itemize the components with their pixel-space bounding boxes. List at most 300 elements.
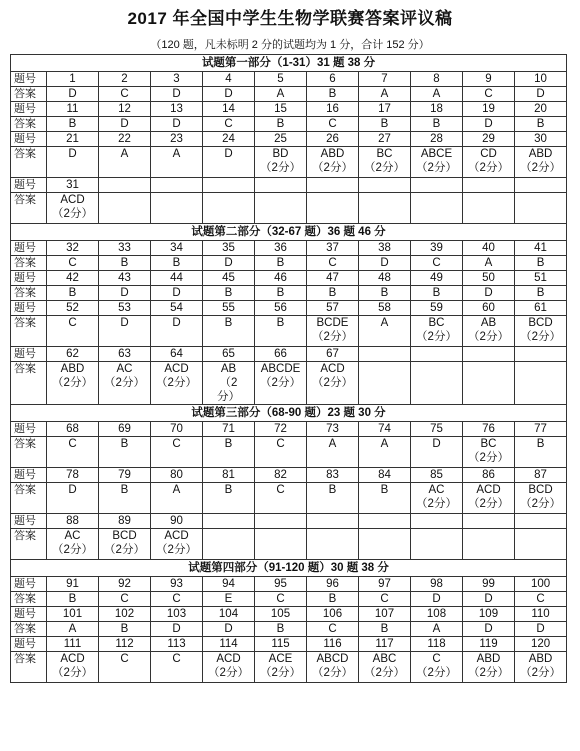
answer-cell <box>99 483 151 514</box>
cell-line: C <box>536 593 545 605</box>
cell-line: （2分） <box>260 667 301 679</box>
cell-line: ABCD <box>316 653 349 665</box>
answer-cell <box>463 117 515 132</box>
row-header: 答案 <box>11 483 47 514</box>
question-number-cell <box>515 347 567 362</box>
question-number-cell: 15 <box>255 102 307 117</box>
answer-cell <box>515 117 567 132</box>
answer-cell <box>203 652 255 683</box>
cell-line: A <box>432 88 441 100</box>
answer-cell <box>255 483 307 514</box>
question-number-cell: 46 <box>255 271 307 286</box>
cell-line: C <box>120 88 129 100</box>
answer-cell <box>411 437 463 468</box>
answer-cell <box>463 286 515 301</box>
question-number-cell: 16 <box>307 102 359 117</box>
answer-cell <box>203 193 255 224</box>
row-header: 题号 <box>11 132 47 147</box>
answer-cell <box>47 362 99 405</box>
question-number-cell: 98 <box>411 577 463 592</box>
answer-cell <box>151 256 203 271</box>
answer-cell <box>99 652 151 683</box>
answer-cell <box>47 286 99 301</box>
row-header: 题号 <box>11 72 47 87</box>
cell-line: ACD <box>60 194 85 206</box>
answer-cell <box>359 362 411 405</box>
answer-row <box>11 256 567 271</box>
cell-line: BCD <box>528 317 553 329</box>
question-number-cell: 57 <box>307 301 359 316</box>
answer-cell <box>411 286 463 301</box>
cell-line: B <box>276 118 285 130</box>
answer-cell <box>307 437 359 468</box>
question-number-cell: 99 <box>463 577 515 592</box>
answer-cell <box>99 529 151 560</box>
cell-line: BC <box>480 438 497 450</box>
answer-row <box>11 529 567 560</box>
answer-cell <box>307 147 359 178</box>
cell-line: B <box>120 623 129 635</box>
answer-cell <box>203 286 255 301</box>
answer-row <box>11 87 567 102</box>
cell-line: ACD <box>476 484 501 496</box>
cell-line: A <box>68 623 77 635</box>
answer-cell <box>151 316 203 347</box>
cell-line: （2 <box>219 377 238 389</box>
answer-row <box>11 622 567 637</box>
question-number-cell <box>307 514 359 529</box>
answer-cell <box>515 592 567 607</box>
question-number-row <box>11 178 567 193</box>
question-number-cell: 31 <box>47 178 99 193</box>
cell-line: C <box>276 593 285 605</box>
question-number-cell: 66 <box>255 347 307 362</box>
question-number-row <box>11 301 567 316</box>
answer-cell <box>411 117 463 132</box>
question-number-cell: 95 <box>255 577 307 592</box>
answer-row <box>11 316 567 347</box>
question-number-cell <box>515 178 567 193</box>
answer-cell <box>203 592 255 607</box>
question-number-cell: 35 <box>203 241 255 256</box>
section-header: 试题第一部分（1-31）31 题 38 分 <box>11 55 567 72</box>
answer-cell <box>99 592 151 607</box>
answer-cell <box>47 437 99 468</box>
cell-line: D <box>224 148 233 160</box>
answer-cell <box>307 652 359 683</box>
cell-line: A <box>432 623 441 635</box>
question-number-cell: 111 <box>47 637 99 652</box>
question-number-cell: 32 <box>47 241 99 256</box>
cell-line: ABD <box>476 653 501 665</box>
question-number-row <box>11 347 567 362</box>
cell-line: D <box>172 118 181 130</box>
question-number-cell: 110 <box>515 607 567 622</box>
answer-cell <box>515 147 567 178</box>
question-number-cell: 36 <box>255 241 307 256</box>
answer-cell <box>47 147 99 178</box>
cell-line: C <box>68 257 77 269</box>
page-subtitle: （120 题，凡未标明 2 分的试题均为 1 分，合计 152 分） <box>150 39 430 51</box>
question-number-cell: 23 <box>151 132 203 147</box>
question-number-row <box>11 637 567 652</box>
answer-cell <box>307 193 359 224</box>
cell-line: B <box>328 593 337 605</box>
answer-cell <box>307 87 359 102</box>
answer-cell <box>463 483 515 514</box>
question-number-cell: 85 <box>411 468 463 483</box>
question-number-cell: 114 <box>203 637 255 652</box>
answer-cell <box>411 87 463 102</box>
question-number-cell: 37 <box>307 241 359 256</box>
cell-line: B <box>380 287 389 299</box>
cell-line: B <box>224 317 233 329</box>
answer-cell <box>411 147 463 178</box>
cell-line: B <box>224 484 233 496</box>
question-number-cell <box>411 514 463 529</box>
cell-line: D <box>536 88 545 100</box>
question-number-cell <box>255 514 307 529</box>
cell-line: （2分） <box>156 377 197 389</box>
answer-cell <box>47 483 99 514</box>
answer-cell <box>151 286 203 301</box>
question-number-cell: 1 <box>47 72 99 87</box>
answer-cell <box>359 147 411 178</box>
cell-line: AC <box>64 530 81 542</box>
question-number-cell: 117 <box>359 637 411 652</box>
question-number-cell: 33 <box>99 241 151 256</box>
cell-line: （2分） <box>416 498 457 510</box>
question-number-cell <box>203 178 255 193</box>
cell-line: （2分） <box>468 162 509 174</box>
question-number-cell: 4 <box>203 72 255 87</box>
section-header: 试题第三部分（68-90 题）23 题 30 分 <box>11 405 567 422</box>
cell-line: D <box>484 118 493 130</box>
question-number-row <box>11 271 567 286</box>
question-number-cell: 81 <box>203 468 255 483</box>
cell-line: B <box>536 118 545 130</box>
answer-cell <box>307 592 359 607</box>
question-number-cell <box>463 178 515 193</box>
question-number-cell: 24 <box>203 132 255 147</box>
answer-cell <box>463 437 515 468</box>
question-number-cell: 97 <box>359 577 411 592</box>
question-number-cell <box>359 347 411 362</box>
question-number-cell: 71 <box>203 422 255 437</box>
question-number-row <box>11 607 567 622</box>
row-header: 答案 <box>11 652 47 683</box>
cell-line: D <box>536 623 545 635</box>
cell-line: C <box>276 438 285 450</box>
answer-cell <box>307 256 359 271</box>
cell-line: C <box>380 593 389 605</box>
question-number-cell: 103 <box>151 607 203 622</box>
question-number-cell: 11 <box>47 102 99 117</box>
question-number-cell: 89 <box>99 514 151 529</box>
question-number-cell: 52 <box>47 301 99 316</box>
answer-cell <box>359 622 411 637</box>
question-number-cell: 64 <box>151 347 203 362</box>
cell-line: D <box>68 484 77 496</box>
answer-cell <box>515 529 567 560</box>
question-number-cell: 62 <box>47 347 99 362</box>
answer-cell <box>255 362 307 405</box>
question-number-cell: 10 <box>515 72 567 87</box>
question-number-cell: 49 <box>411 271 463 286</box>
question-number-cell: 43 <box>99 271 151 286</box>
answer-cell <box>47 87 99 102</box>
question-number-cell: 70 <box>151 422 203 437</box>
answer-cell <box>255 622 307 637</box>
answer-cell <box>255 117 307 132</box>
row-header: 题号 <box>11 468 47 483</box>
question-number-cell: 115 <box>255 637 307 652</box>
question-number-cell: 28 <box>411 132 463 147</box>
cell-line: A <box>380 317 389 329</box>
question-number-cell: 101 <box>47 607 99 622</box>
cell-line: AC <box>428 484 445 496</box>
question-number-row <box>11 514 567 529</box>
cell-line: AB <box>480 317 497 329</box>
answer-cell <box>203 117 255 132</box>
answer-cell <box>99 437 151 468</box>
cell-line: D <box>484 593 493 605</box>
answer-cell <box>151 622 203 637</box>
question-number-cell: 75 <box>411 422 463 437</box>
cell-line: D <box>224 88 233 100</box>
question-number-cell: 19 <box>463 102 515 117</box>
answer-cell <box>151 483 203 514</box>
answer-row <box>11 117 567 132</box>
cell-line: A <box>328 438 337 450</box>
cell-line: D <box>68 88 77 100</box>
cell-line: C <box>120 593 129 605</box>
answer-cell <box>515 652 567 683</box>
answer-cell <box>463 652 515 683</box>
row-header: 答案 <box>11 193 47 224</box>
cell-line: D <box>172 88 181 100</box>
cell-line: （2分） <box>312 667 353 679</box>
cell-line: C <box>68 317 77 329</box>
question-number-cell: 105 <box>255 607 307 622</box>
question-number-cell: 67 <box>307 347 359 362</box>
answer-cell <box>307 362 359 405</box>
answer-cell <box>359 483 411 514</box>
question-number-cell: 80 <box>151 468 203 483</box>
question-number-cell: 118 <box>411 637 463 652</box>
answer-cell <box>47 117 99 132</box>
cell-line: C <box>432 653 441 665</box>
cell-line: （2分） <box>260 377 301 389</box>
question-number-cell: 40 <box>463 241 515 256</box>
answer-cell <box>255 87 307 102</box>
answer-cell <box>411 256 463 271</box>
cell-line: D <box>432 593 441 605</box>
cell-line: D <box>172 623 181 635</box>
cell-line: A <box>380 88 389 100</box>
row-header: 答案 <box>11 362 47 405</box>
answer-cell <box>203 529 255 560</box>
answer-cell <box>203 256 255 271</box>
question-number-cell <box>151 178 203 193</box>
question-number-cell: 3 <box>151 72 203 87</box>
question-number-cell: 53 <box>99 301 151 316</box>
cell-line: B <box>68 593 77 605</box>
cell-line: C <box>328 118 337 130</box>
answer-cell <box>411 592 463 607</box>
answer-cell <box>463 622 515 637</box>
cell-line: D <box>224 257 233 269</box>
answer-cell <box>307 529 359 560</box>
question-number-cell: 55 <box>203 301 255 316</box>
cell-line: （2分） <box>52 544 93 556</box>
answer-cell <box>515 87 567 102</box>
question-number-cell: 92 <box>99 577 151 592</box>
cell-line: AC <box>116 363 133 375</box>
answer-cell <box>411 483 463 514</box>
cell-line: C <box>172 593 181 605</box>
answer-cell <box>151 117 203 132</box>
cell-line: B <box>432 118 441 130</box>
question-number-cell <box>307 178 359 193</box>
answer-cell <box>515 362 567 405</box>
question-number-cell: 88 <box>47 514 99 529</box>
question-number-cell: 78 <box>47 468 99 483</box>
answer-cell <box>151 147 203 178</box>
cell-line: （2分） <box>312 331 353 343</box>
question-number-cell: 90 <box>151 514 203 529</box>
cell-line: （2分） <box>104 377 145 389</box>
answer-cell <box>307 622 359 637</box>
answer-cell <box>515 483 567 514</box>
cell-line: D <box>172 317 181 329</box>
cell-line: BCDE <box>316 317 349 329</box>
answer-cell <box>463 316 515 347</box>
answer-cell <box>99 193 151 224</box>
answer-cell <box>99 256 151 271</box>
answer-cell <box>359 117 411 132</box>
answer-cell <box>151 592 203 607</box>
answer-cell <box>411 622 463 637</box>
question-number-cell: 100 <box>515 577 567 592</box>
cell-line: B <box>536 287 545 299</box>
cell-line: A <box>120 148 129 160</box>
cell-line: （2分） <box>520 331 561 343</box>
cell-line: B <box>120 438 129 450</box>
cell-line: C <box>432 257 441 269</box>
cell-line: ABCE <box>420 148 453 160</box>
answer-cell <box>99 117 151 132</box>
answer-cell <box>255 529 307 560</box>
cell-line: D <box>484 623 493 635</box>
cell-line: C <box>276 484 285 496</box>
answer-cell <box>515 286 567 301</box>
answer-row <box>11 286 567 301</box>
answer-cell <box>411 529 463 560</box>
cell-line: B <box>328 287 337 299</box>
question-number-cell <box>99 178 151 193</box>
answer-cell <box>463 592 515 607</box>
answer-cell <box>359 592 411 607</box>
question-number-cell <box>463 347 515 362</box>
question-number-cell <box>359 514 411 529</box>
question-number-cell: 113 <box>151 637 203 652</box>
answer-cell <box>463 193 515 224</box>
answer-table <box>10 54 567 683</box>
answer-row <box>11 652 567 683</box>
question-number-cell: 17 <box>359 102 411 117</box>
question-number-cell: 54 <box>151 301 203 316</box>
question-number-cell: 74 <box>359 422 411 437</box>
answer-cell <box>515 193 567 224</box>
question-number-cell: 72 <box>255 422 307 437</box>
cell-line: （2分） <box>364 667 405 679</box>
answer-cell <box>47 316 99 347</box>
cell-line: ACE <box>268 653 293 665</box>
answer-row <box>11 483 567 514</box>
section-header-row <box>11 560 567 577</box>
question-number-row <box>11 72 567 87</box>
cell-line: B <box>536 438 545 450</box>
question-number-cell: 47 <box>307 271 359 286</box>
question-number-cell: 45 <box>203 271 255 286</box>
cell-line: B <box>328 484 337 496</box>
row-header: 答案 <box>11 147 47 178</box>
row-header: 答案 <box>11 286 47 301</box>
cell-line: （2分） <box>416 667 457 679</box>
answer-cell <box>255 193 307 224</box>
cell-line: D <box>224 623 233 635</box>
cell-line: （2分） <box>312 162 353 174</box>
answer-cell <box>255 652 307 683</box>
row-header: 答案 <box>11 256 47 271</box>
cell-line: A <box>484 257 493 269</box>
cell-line: E <box>224 593 233 605</box>
answer-cell <box>47 193 99 224</box>
answer-cell <box>47 652 99 683</box>
answer-cell <box>203 622 255 637</box>
answer-cell <box>359 193 411 224</box>
question-number-cell: 18 <box>411 102 463 117</box>
answer-cell <box>463 256 515 271</box>
row-header: 题号 <box>11 347 47 362</box>
question-number-cell: 76 <box>463 422 515 437</box>
cell-line: ABC <box>372 653 397 665</box>
row-header: 答案 <box>11 529 47 560</box>
answer-cell <box>47 529 99 560</box>
question-number-cell: 51 <box>515 271 567 286</box>
question-number-cell: 83 <box>307 468 359 483</box>
answer-cell <box>515 256 567 271</box>
question-number-cell: 44 <box>151 271 203 286</box>
question-number-cell: 12 <box>99 102 151 117</box>
question-number-cell: 63 <box>99 347 151 362</box>
question-number-row <box>11 132 567 147</box>
answer-cell <box>359 316 411 347</box>
answer-cell <box>359 87 411 102</box>
cell-line: （2分） <box>468 452 509 464</box>
cell-line: B <box>380 118 389 130</box>
row-header: 题号 <box>11 577 47 592</box>
answer-row <box>11 193 567 224</box>
answer-cell <box>255 592 307 607</box>
row-header: 题号 <box>11 422 47 437</box>
answer-cell <box>515 622 567 637</box>
cell-line: （2分） <box>156 544 197 556</box>
answer-cell <box>47 592 99 607</box>
answer-cell <box>411 362 463 405</box>
question-number-cell: 65 <box>203 347 255 362</box>
